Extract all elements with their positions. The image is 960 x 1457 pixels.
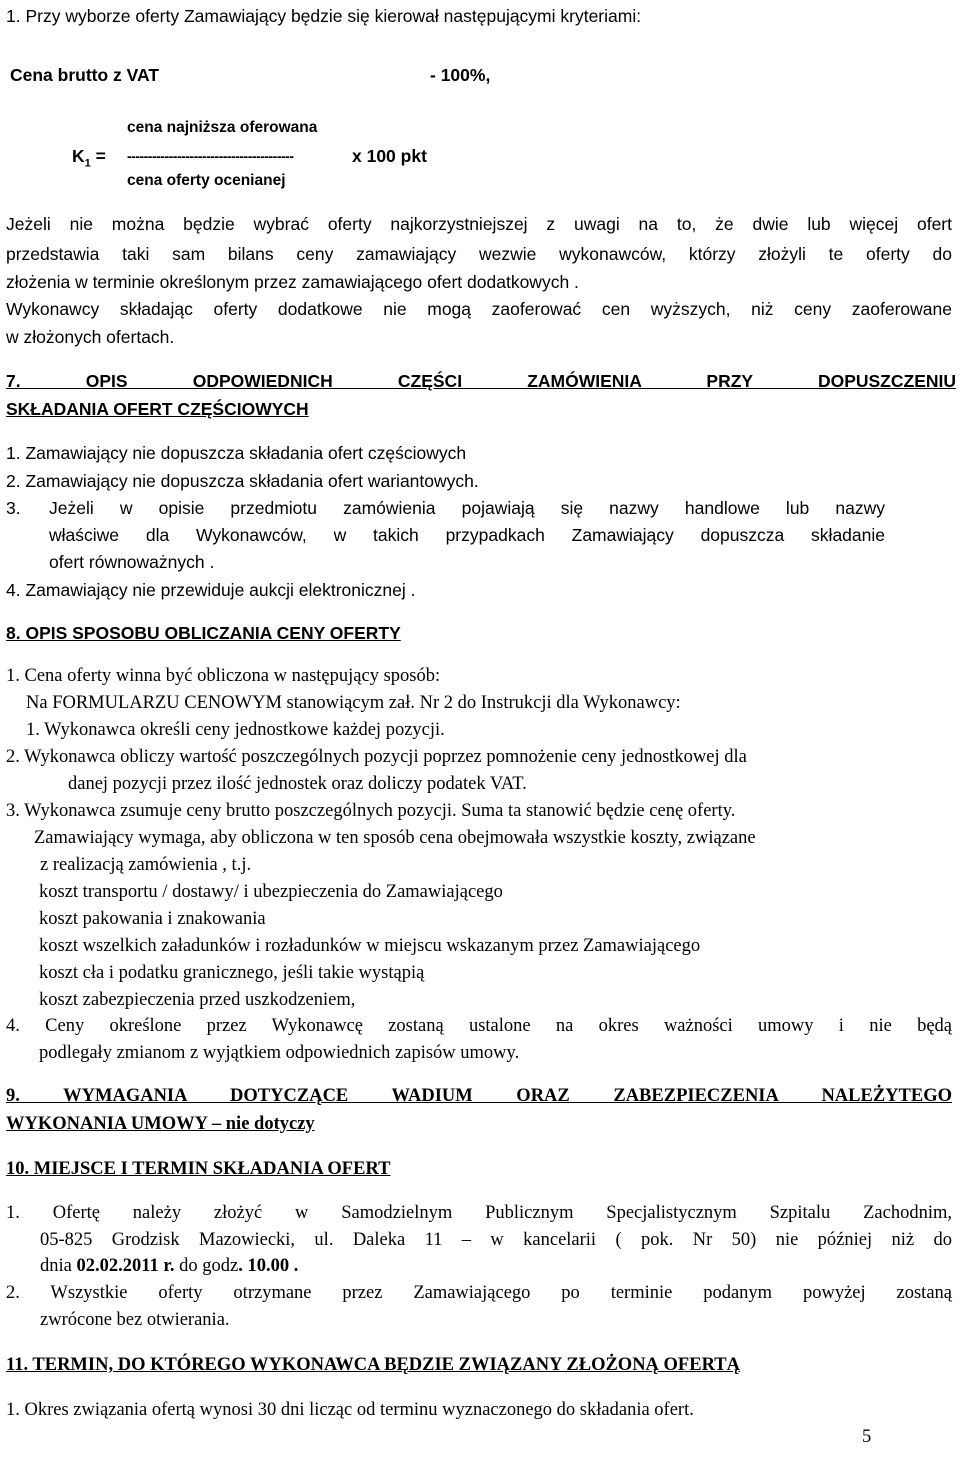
- section-10-heading: 10. MIEJSCE I TERMIN SKŁADANIA OFERT: [6, 1159, 391, 1179]
- section-7-item-1: 1. Zamawiający nie dopuszcza składania ofert częściowych: [6, 443, 467, 463]
- formula-multiplier: x 100 pkt: [352, 146, 427, 166]
- formula-denominator: cena oferty ocenianej: [127, 172, 286, 189]
- section-7-item-3-number: 3.: [6, 498, 21, 518]
- section-8-heading: 8. OPIS SPOSOBU OBLICZANIA CENY OFERTY: [6, 623, 401, 643]
- cost-item-protection: koszt zabezpieczenia przed uszkodzeniem,: [39, 990, 356, 1010]
- section-7-item-3-line-3: ofert równoważnych .: [49, 552, 215, 572]
- price-criterion-weight: - 100%,: [430, 65, 491, 85]
- section-11-heading: 11. TERMIN, DO KTÓREGO WYKONAWCA BĘDZIE ZWIĄZANY ZŁOŻONĄ OFERTĄ: [6, 1355, 740, 1375]
- section-8-line-8: z realizacją zamówienia , t.j.: [40, 855, 252, 875]
- section-10-line-2: 05-825 Grodzisk Mazowiecki, ul. Daleka 11 – w kancelarii ( pok. Nr 50) nie później niż do: [40, 1230, 952, 1250]
- cost-item-loading: koszt wszelkich załadunków i rozładunków w miejscu wskazanym przez Zamawiającego: [39, 936, 701, 956]
- section-8-line-15: podlegały zmianom z wyjątkiem odpowiednich zapisów umowy.: [39, 1043, 520, 1063]
- section-7-heading-line-1: 7. OPIS ODPOWIEDNICH CZĘŚCI ZAMÓWIENIA PRZY DOPUSZCZENIU: [6, 371, 956, 391]
- tie-rule-line-2: przedstawia taki sam bilans ceny zamawiający wezwie wykonawców, którzy złożyli te oferty do: [6, 244, 952, 264]
- formula-k: $K_1$ =: [72, 146, 106, 170]
- section-8-line-7: Zamawiający wymaga, aby obliczona w ten sposób cena obejmowała wszystkie koszty, związane: [34, 828, 756, 848]
- section-8-line-2: Na FORMULARZU CENOWYM stanowiącym zał. Nr 2 do Instrukcji dla Wykonawcy:: [26, 693, 681, 713]
- section-9-heading-line-1: 9. WYMAGANIA DOTYCZĄCE WADIUM ORAZ ZABEZPIECZENIA NALEŻYTEGO: [6, 1086, 952, 1106]
- extra-offer-rule-line-2: w złożonych ofertach.: [6, 327, 175, 347]
- section-8-line-6: 3. Wykonawca zsumuje ceny brutto poszczególnych pozycji. Suma ta stanowić będzie cenę oferty.: [6, 801, 736, 821]
- section-8-line-1: 1. Cena oferty winna być obliczona w następujący sposób:: [6, 666, 441, 686]
- criteria-intro: 1. Przy wyborze oferty Zamawiający będzie się kierował następującymi kryteriami:: [6, 6, 642, 26]
- tie-rule-line-3: złożenia w terminie określonym przez zamawiającego ofert dodatkowych .: [6, 272, 579, 292]
- cost-item-transport: koszt transportu / dostawy/ i ubezpieczenia do Zamawiającego: [39, 882, 503, 902]
- cost-item-packaging: koszt pakowania i znakowania: [39, 909, 266, 929]
- section-10-line-1: 1. Ofertę należy złożyć w Samodzielnym Publicznym Specjalistycznym Szpitalu Zachodnim,: [6, 1203, 952, 1223]
- section-11-line-1: 1. Okres związania ofertą wynosi 30 dni licząc od terminu wyznaczonego do składania ofert.: [6, 1400, 694, 1420]
- section-10-line-3: dnia 02.02.2011 r. do godz. 10.00 .: [40, 1256, 299, 1276]
- section-8-line-14: 4. Ceny określone przez Wykonawcę zostaną ustalone na okres ważności umowy i nie będą: [6, 1016, 952, 1036]
- tie-rule-line-1: Jeżeli nie można będzie wybrać oferty najkorzystniejszej z uwagi na to, że dwie lub więcej ofert: [6, 214, 952, 234]
- deadline-date: 02.02.2011 r.: [76, 1256, 175, 1276]
- section-9-heading-line-2: WYKONANIA UMOWY – nie dotyczy: [6, 1114, 315, 1134]
- section-10-line-5: zwrócone bez otwierania.: [40, 1310, 230, 1330]
- section-8-line-4: 2. Wykonawca obliczy wartość poszczególnych pozycji poprzez pomnożenie ceny jednostkowej dla: [6, 747, 747, 767]
- section-7-item-4: 4. Zamawiający nie przewiduje aukcji elektronicznej .: [6, 580, 416, 600]
- formula-fraction-line: ----------------------------------------: [127, 148, 294, 164]
- formula-numerator: cena najniższa oferowana: [127, 119, 318, 136]
- section-7-item-3-line-2: właściwe dla Wykonawców, w takich przypadkach Zamawiający dopuszcza składanie: [49, 525, 885, 545]
- section-10-line-4: 2. Wszystkie oferty otrzymane przez Zamawiającego po terminie podanym powyżej zostaną: [6, 1283, 952, 1303]
- page-number: 5: [862, 1427, 872, 1447]
- section-7-heading-line-2: SKŁADANIA OFERT CZĘŚCIOWYCH: [6, 399, 309, 419]
- section-7-item-2: 2. Zamawiający nie dopuszcza składania ofert wariantowych.: [6, 471, 479, 491]
- section-7-item-3-line-1: Jeżeli w opisie przedmiotu zamówienia pojawiają się nazwy handlowe lub nazwy: [49, 498, 885, 518]
- price-criterion-label: Cena brutto z VAT: [10, 65, 160, 85]
- deadline-time: . 10.00 .: [238, 1256, 299, 1276]
- extra-offer-rule-line-1: Wykonawcy składając oferty dodatkowe nie mogą zaoferować cen wyższych, niż ceny zaoferowane: [6, 299, 952, 319]
- cost-item-customs: koszt cła i podatku granicznego, jeśli takie wystąpią: [39, 963, 425, 983]
- section-8-line-3: 1. Wykonawca określi ceny jednostkowe każdej pozycji.: [26, 720, 445, 740]
- section-8-line-5: danej pozycji przez ilość jednostek oraz doliczy podatek VAT.: [68, 774, 527, 794]
